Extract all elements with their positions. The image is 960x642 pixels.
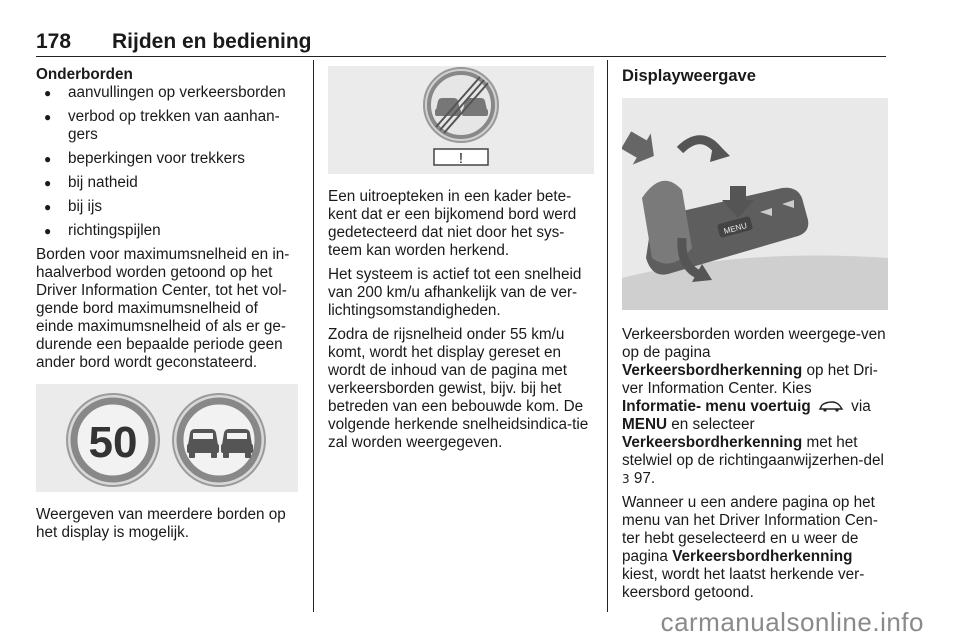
page-header [36,30,886,57]
paragraph-display-2: Wanneer u een andere pagina op het menu van het Driver Information Cen-ter hebt geselecteerd en u weer de pagina Verkeersbordherkenning kiest, wordt het laatst herkende ver-keersbord getoond. [622,494,878,601]
list-item: ● richtingspijlen [36,222,298,240]
page-number: 178 [36,30,72,53]
figure-speed-overtaking-signs [36,384,298,492]
bullet-list [36,84,298,240]
no-overtaking-sign-icon [173,394,265,486]
car-icon [818,400,844,412]
paragraph-display-1: Verkeersborden worden weergege-ven op de pagina Verkeersbordherkenning op het Dri-ver Information Center. Kies Informatie- menu voertuig via MENU en selecteer Verkeersbordherkenning met het stelwiel op de richtingaanwijzerhen-del 3 97. [622,326,886,487]
page-reference-symbol: 3 [622,472,630,486]
section-heading: Displayweergave [622,67,756,85]
column-left [36,66,298,548]
list-item: ● verbod op trekken van aanhan-gers [36,108,298,144]
list-item: ● bij natheid [36,174,298,192]
column-divider-1 [313,60,314,612]
traffic-signs-illustration [36,384,298,492]
column-right [622,66,888,608]
page-title: Rijden en bediening [112,30,312,53]
paragraph: Een uitroepteken in een kader bete-kent dat er een bijkomend bord werd gedetecteerd dat niet door het sys-teem kan worden herkend. [328,188,577,259]
figure-turn-signal-stalk [622,98,888,310]
speed-limit-sign-icon [67,394,159,486]
plate-symbol: ! [458,150,464,167]
column-divider-2 [607,60,608,612]
column-middle [328,66,594,458]
subheading-onderborden: Onderborden [36,66,133,83]
svg-text:MENU: MENU [722,221,748,236]
paragraph: Borden voor maximumsnelheid en in-haalverbod worden getoond op het Driver Information Center, tot het vol-gende bord maximumsnelheid of einde maximumsnelheid of als er ge-durende een bepaalde periode geen ander bord wordt geconstateerd. [36,246,290,371]
speed-value: 50 [88,418,138,467]
list-item: ● aanvullingen op verkeersborden [36,84,298,102]
paragraph: Weergeven van meerdere borden op het display is mogelijk. [36,506,286,541]
watermark: carmanualsonline.info [660,607,924,637]
list-item: ● beperkingen voor trekkers [36,150,298,168]
paragraph: Het systeem is actief tot een snelheid van 200 km/u afhankelijk van de ver-lichtingsomstandigheden. [328,266,582,319]
end-no-overtaking-sign-icon [328,66,594,174]
paragraph: Zodra de rijsnelheid onder 55 km/u komt, wordt het display gereset en wordt de inhoud van de pagina met verkeersborden gewist, bijv. bij het betreden van een bebouwde kom. De volgende herkende snelheidsindica-tie zal worden weergegeven. [328,326,589,451]
figure-end-no-overtaking-sign [328,66,594,174]
list-item: ● bij ijs [36,198,298,216]
turn-signal-stalk-illustration [622,98,888,310]
